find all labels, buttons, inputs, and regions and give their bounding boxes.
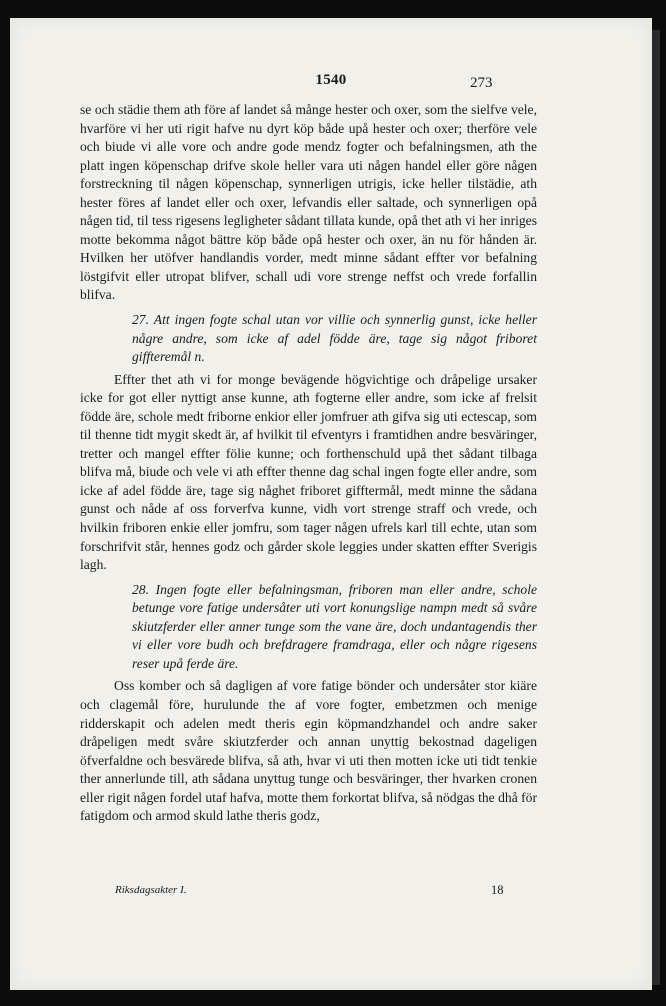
footer-signature: 18 <box>491 883 504 897</box>
page-body <box>80 101 537 826</box>
section-28-heading <box>80 581 537 674</box>
section-27-number: 27. <box>132 312 149 328</box>
section-27-heading <box>80 311 537 367</box>
paragraph-2: Effter thet ath vi for monge bevägende högvichtige och dråpelige ursaker icke for got eller nyttigt anse kunne, ath fogterne eller andre, som icke af frelsit födde äre, schole medt friborne enkior eller jomfruer ath gifva sig uti ectescap, som til thenne tidt mygit skedt är, af hvilkit til efventyrs i framtidhen andre besväringer, tretter och mangel effter fölie kunne; och forthenschuld upå thet sådant tilbaga blifva må, biude och vele vi ath effter thenne dag schal ingen fogte eller andre, som icke af adel födde äre, tage sig någhet friboret gifftermål, medt minne the sådana gunst och nåde af oss forverfva kunne, vidh vort strenge straff och vrede, och hvilkin friboren enkie eller jomfru, som tager någen ufrels karl till echte, utan som forschrifvit står, hennes godz och gårder skole leggies under skatten effter Sverigis lagh. <box>80 371 537 573</box>
running-head-year: 1540 <box>315 72 347 88</box>
page-edge-shadow <box>652 30 660 985</box>
paragraph-1: se och städie them ath före af landet så månge hester och oxer, som the sielfve vele, hvarföre vi her uti rigit hafve nu dyrt köp både upå hester och oxer; therföre vele och biude vi alle vore och andre gode mendz fogter och befalningsmen, ath the platt ingen köpenschap drifve skole heller vara uti någen handel eller göre någen forstreckning til någen köpenschap, synnerligen utrigis, icke heller tilstädie, ath hester föres af landet eller och oxer, lefvandis eller saltade, och synnerligen opå någen tid, til tess rigesens legligheter sådant tillata kunde, opå thet ath vi her inriges motte bekomma något bättre köp både opå hester och oxer, än nu för hånden är. Hvilken her utöfver handlandis vorder, medt minne sådant effter vor befalning löstgifvit eller utropat blifver, schall udi vore strenge neffst och vrede forfallin blifva. <box>80 102 537 303</box>
paragraph-3: Oss komber och så dagligen af vore fatige bönder och undersåter stor kiäre och clagemål före, hurulunde the af vore fogter, embetzmen och menige ridderskapit och adelen medt theris egin köpmandzhandel och andre saker dråpeligen medt svåre skiutzferder och annan unyttig bekostnad dageligen öfverfaldne och besvärede blifva, så ath, hvar vi uti then motten icke uti tidt tenkie ther annerlunde till, ath sådana unyttug tunge och besväringer, ther hvarken cronen eller rigit någen fordel utaf hafva, motte them forkortat blifva, så nödgas the dhå för fatigdom och armod skuld lathe theris godz, <box>80 678 537 824</box>
footer-source: Riksdagsakter I. <box>115 884 187 896</box>
page-number: 273 <box>470 75 493 91</box>
section-28-number: 28. <box>132 581 149 597</box>
section-28-title: Ingen fogte eller befalningsman, friboren man eller andre, schole betunge vore fatige undersåter uti vort konungslige nampn medt så svåre skiutzferder eller anner tunge som the vane äre, doch undantagendis ther vi eller vore budh och brefdragere framdraga, eller och någre rigesens reser upå ferde äre. <box>132 581 538 671</box>
document-page <box>10 18 652 990</box>
section-27-title: Att ingen fogte schal utan vor villie och synnerlig gunst, icke heller någre andre, som icke af adel födde äre, tage sig något friboret giffteremål n. <box>132 312 537 365</box>
